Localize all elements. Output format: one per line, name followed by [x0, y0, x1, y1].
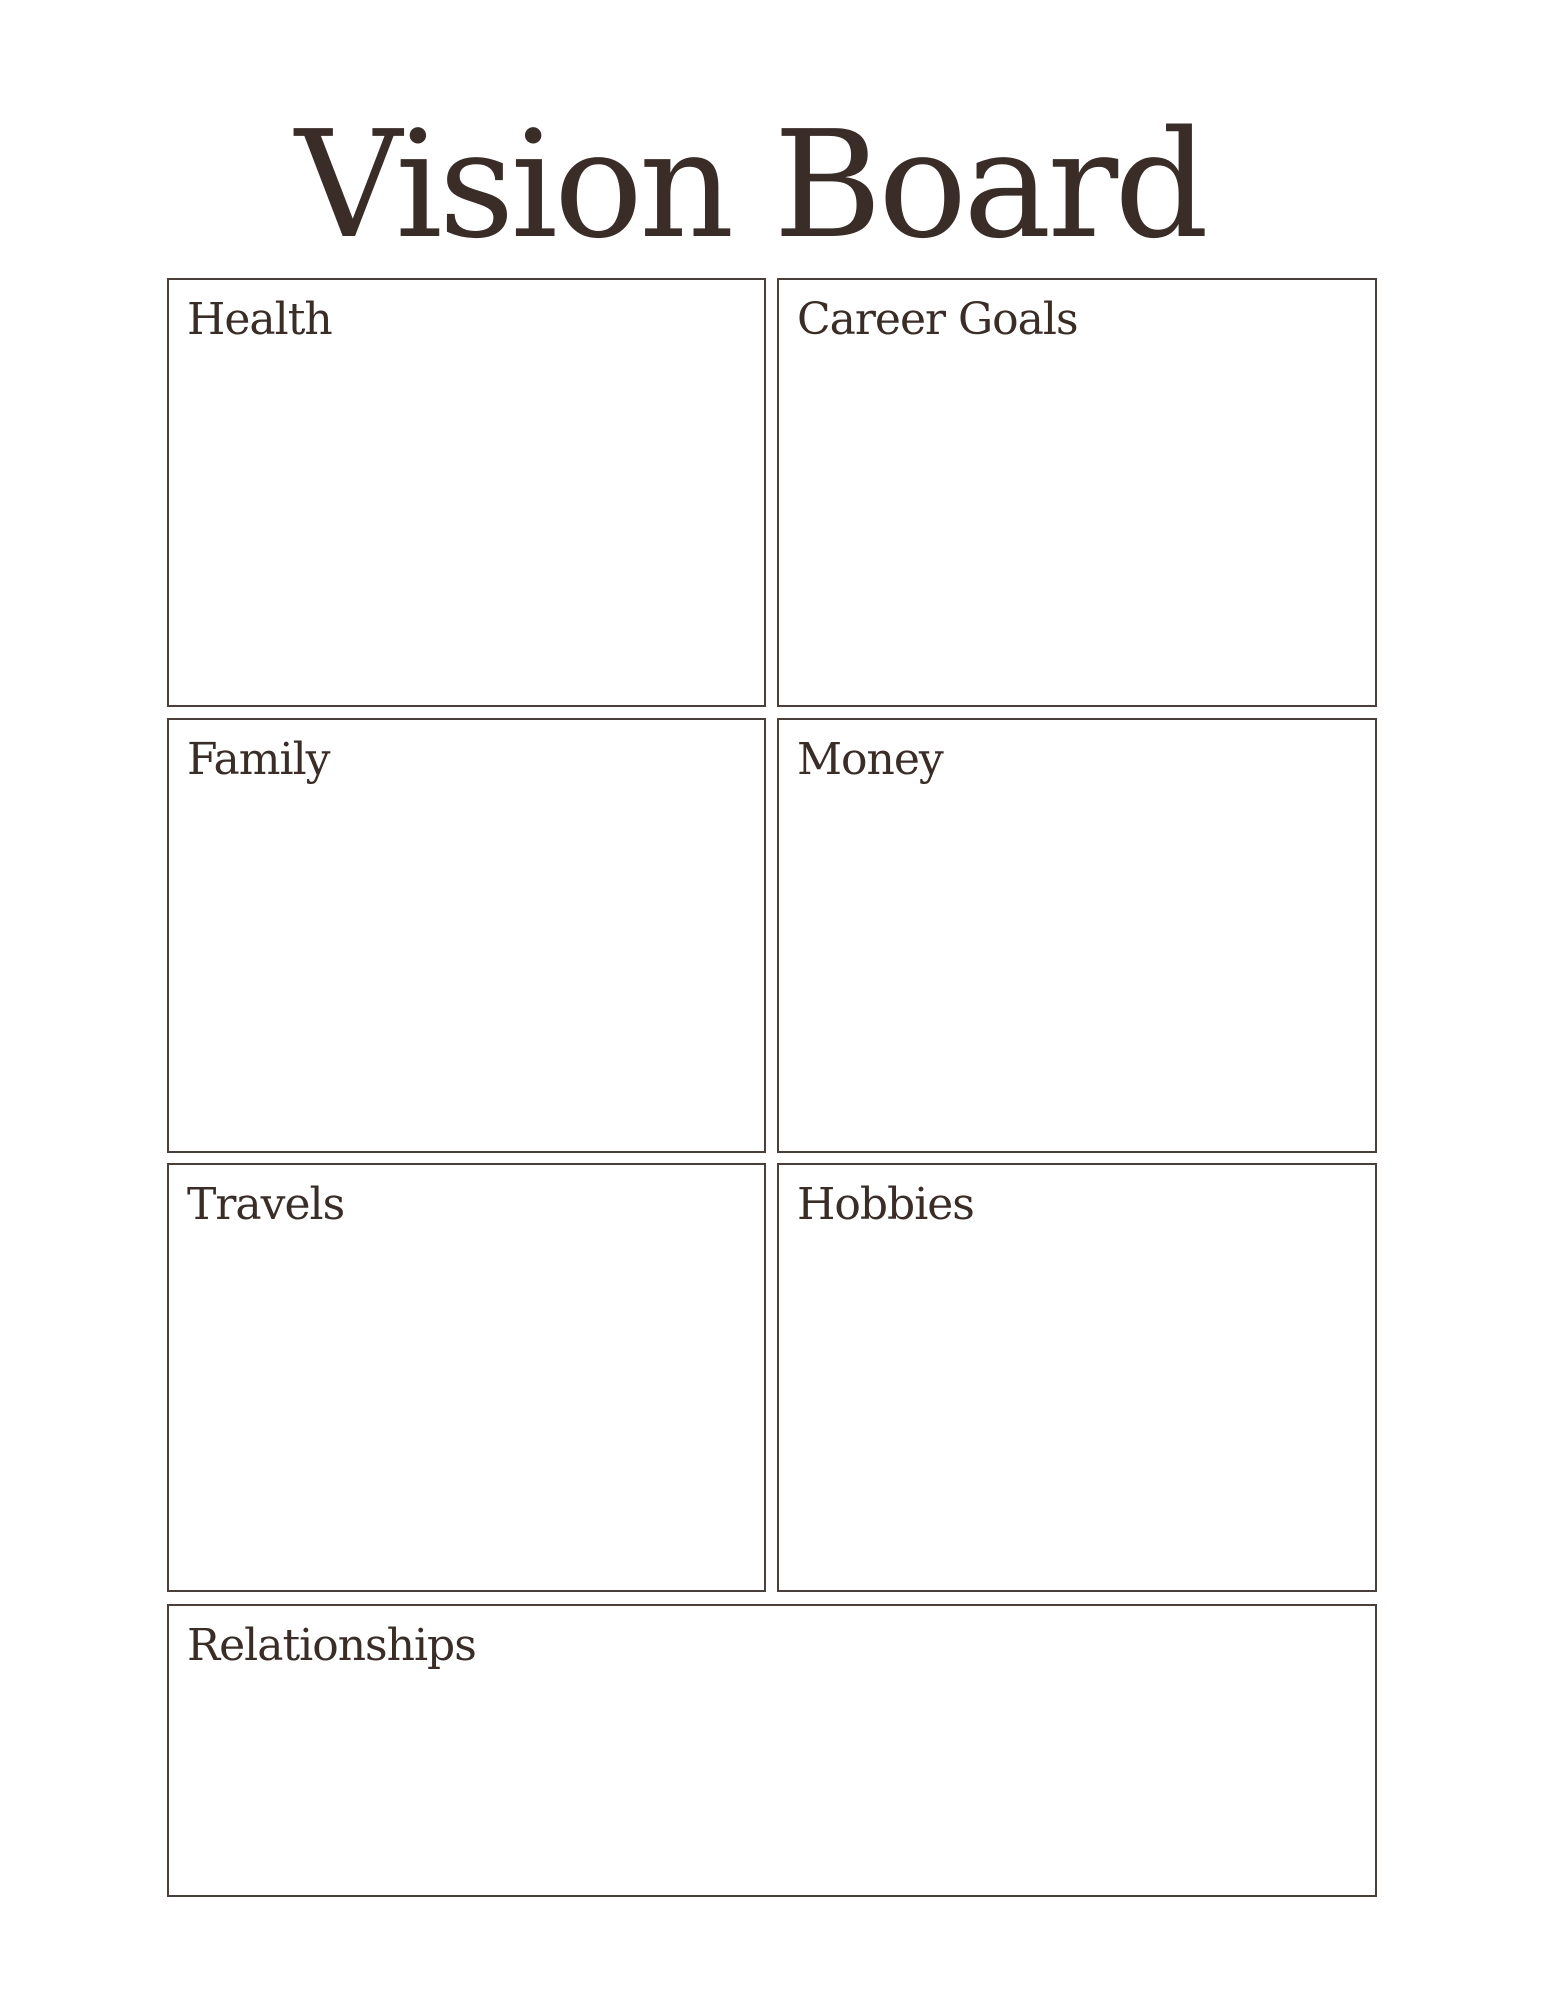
- relationships-section[interactable]: [167, 1604, 1377, 1897]
- money-label: Money: [797, 734, 943, 785]
- career-goals-label: Career Goals: [797, 294, 1078, 345]
- health-section[interactable]: [167, 278, 766, 707]
- hobbies-label: Hobbies: [797, 1179, 974, 1230]
- money-section[interactable]: [777, 718, 1377, 1153]
- hobbies-section[interactable]: [777, 1163, 1377, 1592]
- travels-label: Travels: [187, 1179, 345, 1230]
- family-section[interactable]: [167, 718, 766, 1153]
- page-title: Vision Board: [295, 99, 1205, 271]
- family-label: Family: [187, 734, 330, 785]
- travels-section[interactable]: [167, 1163, 766, 1592]
- career-goals-section[interactable]: [777, 278, 1377, 707]
- health-label: Health: [187, 294, 332, 345]
- relationships-label: Relationships: [187, 1620, 476, 1671]
